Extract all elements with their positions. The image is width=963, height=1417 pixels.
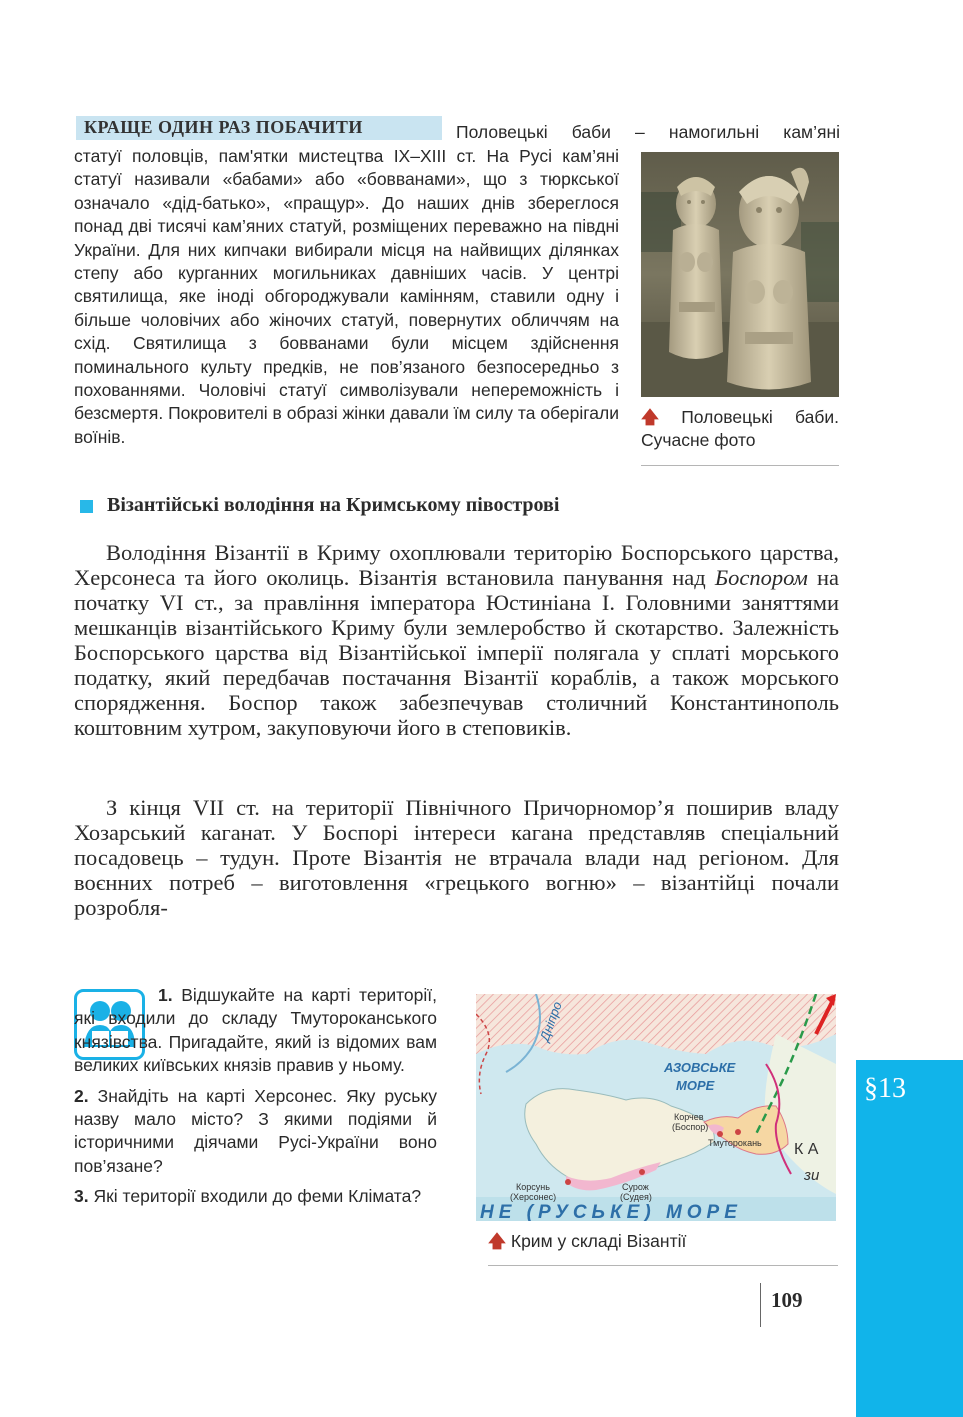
paragraph-1-part-a: Володіння Візантії в Криму охоплювали територію Боспорського царства, Херсонеса та його околиць. Візантія встановила панування над — [74, 540, 839, 590]
photo-caption — [641, 406, 839, 452]
map-label-korsun-1: Корсунь — [516, 1182, 550, 1192]
map-label-dnipro: Дніпро — [536, 999, 565, 1044]
paragraph-1-italic-term: Боспором — [714, 565, 808, 590]
feature-heading: КРАЩЕ ОДИН РАЗ ПОБАЧИТИ — [84, 117, 363, 137]
map-label-surozh-1: Сурож — [622, 1182, 649, 1192]
paragraph-2 — [74, 795, 839, 920]
photo-caption-text: Половецькі баби. Сучасне фото — [641, 407, 839, 450]
map-label-tmutorokan: Тмуторокань — [708, 1138, 762, 1148]
map-label-azov-1: АЗОВСЬКЕ — [664, 1060, 736, 1075]
map-label-korsun-2: (Херсонес) — [510, 1192, 557, 1202]
questions-list — [74, 984, 437, 1209]
section-tab — [856, 1060, 963, 1417]
paragraph-2-text: З кінця VII ст. на території Північного Причорномор’я поширив владу Хозарський каганат. У Боспорі інтереси кагана представляв спеціальний посадовець – тудун. Проте Візантія не втрачала влади над регіоном. Для воєнних потреб – виготовлення «грецького вогню» – візантійці почали розробля- — [74, 795, 839, 920]
map-label-surozh-2: (Судея) — [620, 1192, 652, 1202]
question-2: 2. Знайдіть на карті Херсонес. Яку руську назву мало місто? З якими подіями й історичними діячами Русі-України воно пов’язане? — [74, 1085, 437, 1176]
crimea-map — [476, 994, 836, 1221]
section-bullet-icon — [80, 500, 93, 513]
paragraph-1 — [74, 540, 839, 740]
up-arrow-icon: 🡅 — [488, 1231, 506, 1251]
feature-body-text: статуї половців, пам'ятки мистецтва IX–XIII ст. На Русі кам’яні статуї називали «бабами» або «бовванами», що з тюркської означало «дід-батько», «пращур». До наших днів збереглося понад дві тисячі кам’яних статуй, розміщених переважно на півдні України. Для них кипчаки вибирали місця на найвищих ділянках степу або курганних могильниках давніших часів. У центрі святилища, яке іноді обгороджували камінням, ставили одну і більше чоловічих або жіночих статуй, повернутих обличчям на схід. Святилища з бовванами були місцем здійснення поминального культу предків, не пов’язаного безпосередньо з похованнями. Чоловічі статуї символізували непереможність і безсмертя. Покровителі в образі жінки давали їм силу та оберігали воїнів. — [74, 146, 619, 447]
map-label-ka: К А — [794, 1141, 819, 1158]
map-caption-text: Крим у складі Візантії — [510, 1231, 687, 1251]
map-label-black-sea: НЕ (РУСЬКЕ) МОРЕ — [480, 1202, 742, 1221]
map-label-korchev-1: Корчев — [674, 1112, 704, 1122]
map-label-azov-2: МОРЕ — [676, 1078, 715, 1093]
up-arrow-icon: 🡅 — [641, 407, 659, 427]
map-label-zi: зи — [804, 1167, 820, 1184]
feature-first-line: Половецькі баби – намогильні кам’яні — [456, 122, 840, 142]
map-caption-divider — [488, 1265, 838, 1266]
section-title: Візантійські володіння на Кримському півострові — [107, 494, 560, 516]
map-caption — [488, 1230, 838, 1253]
map-label-korchev-2: (Боспор) — [672, 1122, 709, 1132]
page-number-divider — [760, 1283, 761, 1327]
section-tab-label: §13 — [864, 1073, 906, 1104]
question-3: 3. Які території входили до феми Клімата? — [74, 1186, 422, 1207]
question-1: 1. Відшукайте на карті території, які входили до складу Тмутороканського князівства. Пригадайте, який із відомих вам великих київських князів правив у ньому. — [74, 985, 437, 1076]
paragraph-1-part-b: на початку VI ст., за правління імператора Юстиніана І. Головними заняттями мешканців візантійського Криму були землеробство й скотарство. Залежність Боспорського царства від Візантійської імперії полягала у сплаті морського податку, який передбачав постачання Візантії кораблів, а також морського спорядження. Боспор також забезпечував столичний Константинополь коштовним хутром, закуповуючи його в степовиків. — [74, 565, 839, 740]
stone-statues-photo — [641, 152, 839, 397]
caption-divider — [641, 465, 839, 466]
page-number: 109 — [771, 1288, 803, 1312]
